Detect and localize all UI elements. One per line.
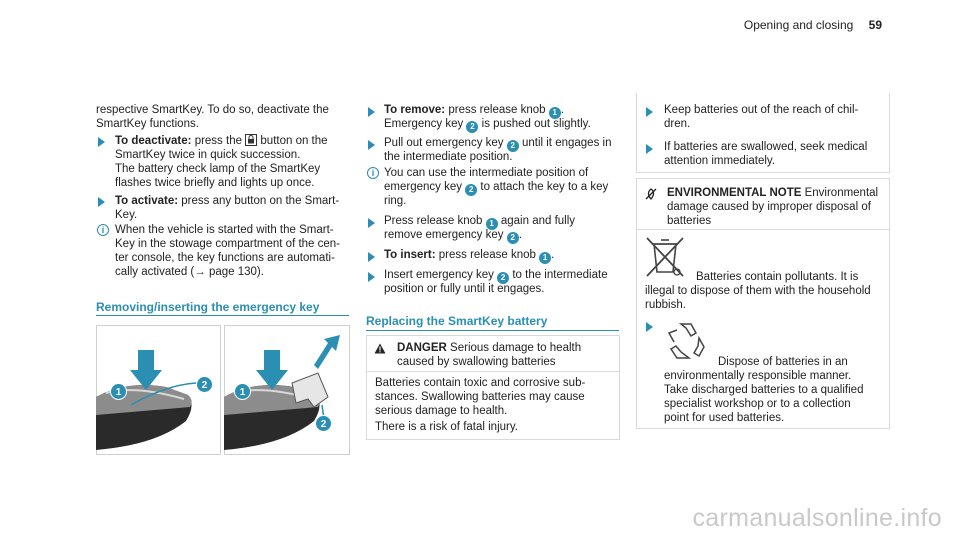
step-arrow-icon [368,252,375,262]
callout-2: 2 [196,376,213,393]
bullet1-line-2: dren. [664,118,691,130]
intro-line-2: SmartKey functions. [96,118,199,130]
step-arrow-icon [646,107,653,117]
key-callout: 2 [465,184,477,196]
danger-line-2: caused by swallowing batteries [397,356,556,368]
step3-line-2: remove emergency key 2 . [384,229,522,242]
insert-line: To insert: press release knob 1 . [384,249,555,262]
section-title-emergency-key: Removing/inserting the emergency key [96,300,320,314]
danger-body-2: stances. Swallowing batteries may cause [375,391,585,403]
callout-2: 2 [315,415,332,432]
warning-icon [374,343,386,354]
step5-line-2: position or fully until it engages. [384,283,545,295]
danger-body-3: serious damage to health. [375,405,508,417]
env-divider [636,229,890,230]
step2-line-1: Pull out emergency key 2 until it engages in [384,137,612,150]
note-line-2: Key in the stowage compartment of the cen- [115,238,341,250]
page-header [744,18,882,32]
batt-line-2: illegal to dispose of them with the household [645,285,871,297]
step5-line-1: Insert emergency key 2 to the intermediate [384,269,608,282]
section-divider [96,315,349,316]
activate-line-1: To activate: press any button on the Smart- [115,195,340,207]
step-arrow-icon [98,197,105,207]
knob-callout: 1 [539,252,551,264]
callout-1: 1 [110,383,127,400]
note-line-3: ring. [384,195,407,207]
dispose-line-1: Dispose of batteries in an [718,356,848,368]
deactivate-line-3: The battery check lamp of the SmartKey [115,163,321,175]
danger-line-1: DANGER Serious damage to health [397,342,582,354]
step2-line-2: the intermediate position. [384,151,513,163]
watermark: carmanualsonline.info [692,504,942,532]
danger-body-4: There is a risk of fatal injury. [375,421,518,433]
recycle-icon [664,318,708,362]
activate-line-2: Key. [115,209,138,221]
key-callout: 2 [507,140,519,152]
note-line-3: ter console, the key functions are automati- [115,252,335,264]
bullet1-line-1: Keep batteries out of the reach of chil- [664,104,859,116]
batt-line-3: rubbish. [645,299,686,311]
key-callout: 2 [507,232,519,244]
note-line-2: emergency key 2 to attach the key to a key [384,181,609,194]
knob-callout: 1 [549,107,561,119]
step-arrow-icon [368,272,375,282]
note-line-1: When the vehicle is started with the Smart- [115,224,334,236]
key-callout: 2 [466,121,478,133]
danger-body-1: Batteries contain toxic and corrosive sub- [375,377,586,389]
intro-line-1: respective SmartKey. To do so, deactivate the [96,104,329,116]
emergency-key-figure [96,325,350,455]
key-illustration [96,325,350,455]
knob-callout: 1 [486,218,498,230]
info-icon: i [367,167,379,179]
batt-line-1: Batteries contain pollutants. It is [696,271,859,283]
dispose-line-5: point for used batteries. [664,412,785,424]
remove-line-1: To remove: press release knob 1 . [384,104,564,117]
note-line-1: You can use the intermediate position of [384,167,589,179]
step-arrow-icon [646,144,653,154]
deactivate-line-4: flashes twice briefly and lights up once. [115,177,315,189]
deactivate-line-2: SmartKey twice in quick succession. [115,149,301,161]
deactivate-line-1: To deactivate: press the button on the [115,135,328,147]
callout-1: 1 [234,383,251,400]
remove-line-2: Emergency key 2 is pushed out slightly. [384,118,591,131]
dispose-line-2: environmentally responsible manner. [664,370,852,382]
danger-divider [366,371,620,372]
lock-icon [245,134,257,146]
step-arrow-icon [368,107,375,117]
crossed-bin-icon [645,236,685,278]
step-arrow-icon [368,140,375,150]
step-arrow-icon [98,137,105,147]
bullet2-line-1: If batteries are swallowed, seek medical [664,141,868,153]
note-line-4: cally activated (→ page 130). [115,266,264,278]
leaf-no-icon [644,187,658,201]
bullet2-line-2: attention immediately. [664,155,776,167]
env-line-1: ENVIRONMENTAL NOTE Environmental [667,187,879,199]
env-line-2: damage caused by improper disposal of [667,201,871,213]
section-divider [366,330,619,331]
key-callout: 2 [497,272,509,284]
dispose-line-3: Take discharged batteries to a qualified [664,384,864,396]
step-arrow-icon [368,218,375,228]
section-name: Opening and closing [743,18,854,32]
page-number: 59 [868,18,882,32]
env-line-3: batteries [667,215,712,227]
info-icon: i [97,224,109,236]
dispose-line-4: specialist workshop or to a collection [664,398,851,410]
step3-line-1: Press release knob 1 again and fully [384,215,576,228]
step-arrow-icon [646,322,653,332]
section-title-battery: Replacing the SmartKey battery [366,314,548,328]
